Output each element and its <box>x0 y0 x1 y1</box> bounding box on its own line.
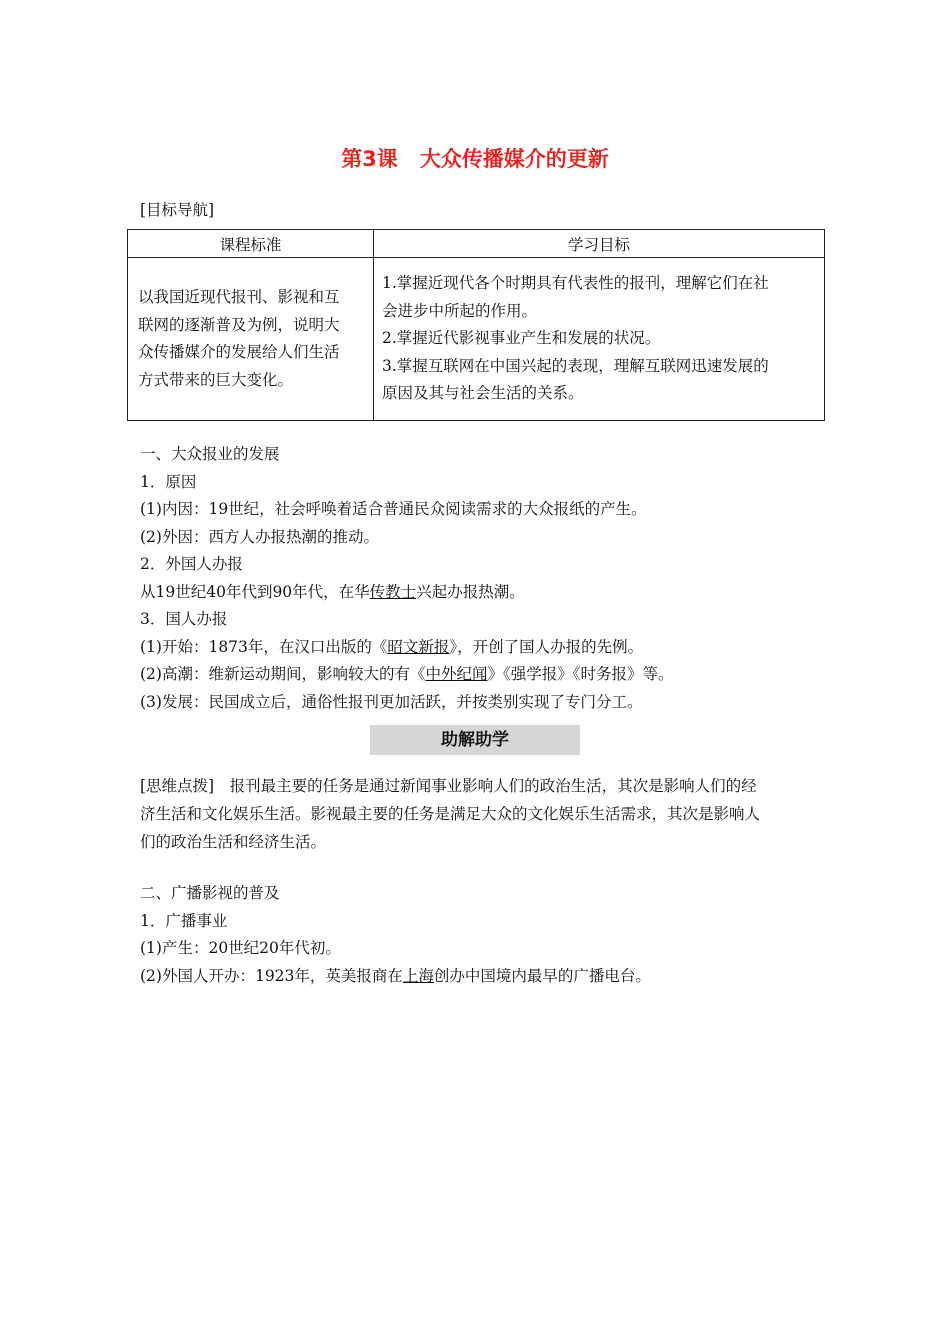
lesson-name: 大众传播媒介的更新 <box>419 147 609 171</box>
goals-table <box>127 229 825 421</box>
keyword-shanghai: 上海 <box>402 966 434 985</box>
standard-line: 以我国近现代报刊、影视和互 <box>138 288 340 306</box>
curriculum-standard-header: 课程标准 <box>128 230 374 258</box>
objective-line: 3.掌握互联网在中国兴起的表现，理解互联网迅速发展的 <box>382 356 769 375</box>
curriculum-standard-cell <box>128 258 374 421</box>
tip-line: 济生活和文化娱乐生活。影视最主要的任务是满足大众的文化娱乐生活需求，其次是影响人 <box>140 805 761 823</box>
tip-line: [思维点拨] 报刊最主要的任务是通过新闻事业影响人们的政治生活，其次是影响人们的经 <box>140 777 757 795</box>
learning-objective-header: 学习目标 <box>374 230 825 258</box>
subheading-chinese-papers: 3．国人办报 <box>140 610 228 628</box>
goal-navigation-label: [目标导航] <box>140 201 215 219</box>
keyword-missionaries: 传教士 <box>369 582 417 601</box>
section-heading: 二、广播影视的普及 <box>140 884 280 902</box>
papers-beginning: (1)开始：1873年，在汉口出版的《昭文新报》，开创了国人办报的先例。 <box>140 637 644 656</box>
objective-line: 2.掌握近代影视事业产生和发展的状况。 <box>382 329 661 348</box>
objective-line: 原因及其与社会生活的关系。 <box>382 384 584 403</box>
learning-objective-cell <box>374 258 825 421</box>
objective-line: 会进步中所起的作用。 <box>382 301 538 320</box>
section-heading: 一、大众报业的发展 <box>140 445 280 463</box>
external-cause: (2)外因：西方人办报热潮的推动。 <box>140 527 379 546</box>
radio-origin: (1)产生：20世纪20年代初。 <box>140 939 341 957</box>
goals-table-body-row <box>128 258 825 421</box>
standard-line: 众传播媒介的发展给人们生活 <box>138 343 340 361</box>
section-broadcasting <box>140 880 820 990</box>
help-banner: 助解助学 <box>370 725 580 755</box>
foreign-papers-text: 从19世纪40年代到90年代，在华传教士兴起办报热潮。 <box>140 582 525 601</box>
internal-cause: (1)内因：19世纪，社会呼唤着适合普通民众阅读需求的大众报纸的产生。 <box>140 500 647 518</box>
papers-development: (3)发展：民国成立后，通俗性报刊更加活跃，并按类别实现了专门分工。 <box>140 692 643 711</box>
subheading-radio: 1．广播事业 <box>140 911 228 930</box>
thinking-tip <box>140 772 816 856</box>
standard-line: 方式带来的巨大变化。 <box>138 370 294 389</box>
radio-foreign: (2)外国人开办：1923年，英美报商在上海创办中国境内最早的广播电台。 <box>140 966 651 985</box>
subheading-foreign-papers: 2．外国人办报 <box>140 555 243 573</box>
goals-table-header-row <box>128 230 825 258</box>
subheading-causes: 1．原因 <box>140 472 197 491</box>
keyword-zhaowen-xinbao: 昭文新报 <box>387 637 450 656</box>
section-newspaper-development <box>140 441 820 716</box>
page-title <box>0 143 950 173</box>
papers-climax: (2)高潮：维新运动期间，影响较大的有《中外纪闻》《强学报》《时务报》等。 <box>140 665 674 683</box>
lesson-number: 第3课 <box>341 147 398 171</box>
keyword-zhongwai-jiwen: 中外纪闻 <box>425 665 488 683</box>
standard-line: 联网的逐渐普及为例，说明大 <box>138 315 340 334</box>
tip-line: 们的政治生活和经济生活。 <box>140 833 327 851</box>
objective-line: 1.掌握近现代各个时期具有代表性的报刊，理解它们在社 <box>382 274 769 293</box>
